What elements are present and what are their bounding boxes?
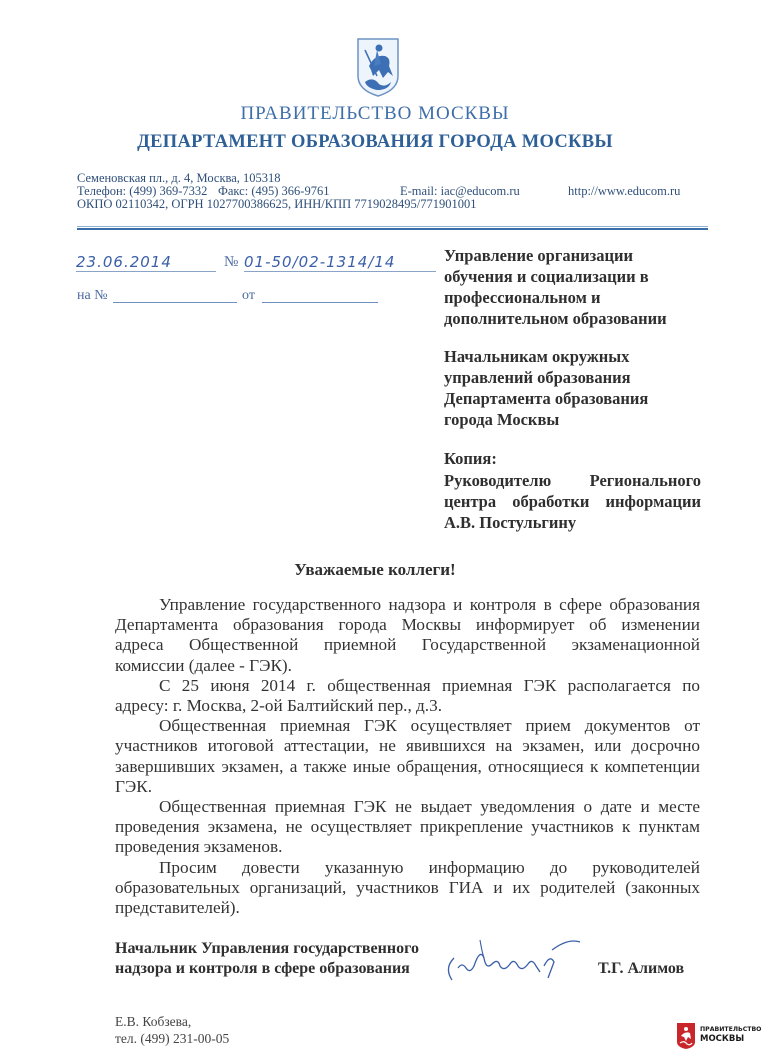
website-link[interactable]: http://www.educom.ru	[568, 184, 681, 198]
phone: Телефон: (499) 369-7332	[77, 184, 208, 198]
copy-label: Копия:	[444, 449, 497, 468]
body-line: ГЭК.	[115, 776, 153, 796]
body-line: проведения экзаменов.	[115, 837, 283, 857]
outgoing-date: 23.06.2014	[76, 253, 216, 272]
address: Семеновская пл., д. 4, Москва, 105318	[77, 171, 281, 185]
header-divider	[77, 226, 708, 230]
email-link[interactable]: E-mail: iac@educom.ru	[400, 184, 520, 198]
signatory-title-line: Начальник Управления государственного	[115, 940, 419, 957]
salutation: Уважаемые коллеги!	[294, 560, 456, 579]
body-line: завершивших экзамен, а также иные обращения, относящиеся к компетенции	[115, 756, 700, 776]
recipient-line: города Москвы	[444, 410, 560, 429]
body-paragraph	[115, 716, 700, 797]
recipient-line: центра обработки информации	[444, 492, 701, 511]
body-line: образовательных организаций, участников ГИА и их родителей (законных	[115, 877, 700, 897]
reference-number-label: на №	[77, 288, 108, 303]
footer-logo-line: МОСКВЫ	[700, 1034, 745, 1044]
reference-date-blank	[262, 302, 378, 303]
executor-info	[115, 1013, 229, 1047]
signatory-title-line: надзора и контроля в сфере образования	[115, 960, 410, 977]
recipient-line: дополнительном образовании	[444, 309, 667, 328]
body-line: Департамента образования города Москвы информирует об изменении	[115, 615, 700, 635]
executor-name: Е.В. Кобзева,	[115, 1014, 192, 1029]
body-line: Общественная приемная ГЭК осуществляет прием документов от	[159, 716, 700, 736]
footer-logo-line: ПРАВИТЕЛЬСТВО	[700, 1026, 761, 1033]
reference-number-blank	[113, 302, 237, 303]
department-title: ДЕПАРТАМЕНТ ОБРАЗОВАНИЯ ГОРОДА МОСКВЫ	[137, 132, 613, 152]
body-paragraph	[115, 858, 700, 919]
recipient-line: Руководителю Регионального	[444, 471, 701, 490]
reference-from-label: от	[242, 288, 255, 303]
recipient-primary	[444, 245, 701, 329]
body-line: Общественная приемная ГЭК не выдает уведомления о дате и месте	[159, 797, 700, 817]
body-line: адреса Общественной приемной Государственной экзаменационной	[115, 635, 700, 655]
signatory-title	[115, 939, 419, 979]
recipient-line: обучения и социализации в	[444, 267, 649, 286]
registration-codes: ОКПО 02110342, ОГРН 1027700386625, ИНН/КПП 7719028495/771901001	[77, 197, 477, 211]
moscow-coat-of-arms-icon	[355, 36, 401, 98]
recipient-line: управлений образования	[444, 368, 631, 387]
recipient-line: профессиональном и	[444, 288, 601, 307]
recipient-secondary	[444, 346, 701, 430]
body-paragraph	[115, 797, 700, 858]
outgoing-number: 01-50/02-1314/14	[244, 253, 436, 272]
recipient-line: Начальникам окружных	[444, 347, 630, 366]
recipient-line: Управление организации	[444, 246, 634, 265]
number-label: №	[224, 254, 239, 270]
government-title: ПРАВИТЕЛЬСТВО МОСКВЫ	[240, 103, 510, 124]
executor-phone: тел. (499) 231-00-05	[115, 1031, 230, 1046]
body-line: С 25 июня 2014 г. общественная приемная ГЭК располагается по	[159, 675, 700, 695]
letter-body	[115, 595, 700, 918]
recipient-line: Департамента образования	[444, 389, 649, 408]
body-line: участников итоговой аттестации, не явившихся на экзамен, или досрочно	[115, 736, 700, 756]
footer-logo-text	[700, 1026, 761, 1045]
handwritten-signature-icon	[440, 928, 590, 988]
recipient-line: А.В. Постульгину	[444, 513, 577, 532]
copy-recipient	[444, 470, 701, 533]
fax: Факс: (495) 366-9761	[218, 184, 330, 198]
moscow-government-logo-icon	[676, 1022, 696, 1050]
body-line: представителей).	[115, 898, 240, 918]
body-line: Управление государственного надзора и контроля в сфере образования	[159, 595, 700, 614]
body-paragraph	[115, 676, 700, 716]
body-line: проведения экзамена, не осуществляет прикрепление участников к пунктам	[115, 817, 700, 837]
body-line: комиссии (далее - ГЭК).	[115, 655, 292, 675]
body-paragraph	[115, 595, 700, 676]
signatory-name: Т.Г. Алимов	[598, 960, 685, 977]
body-line: Просим довести указанную информацию до руководителей	[159, 857, 700, 877]
body-line: адресу: г. Москва, 2-ой Балтийский пер., д.3.	[115, 696, 442, 716]
